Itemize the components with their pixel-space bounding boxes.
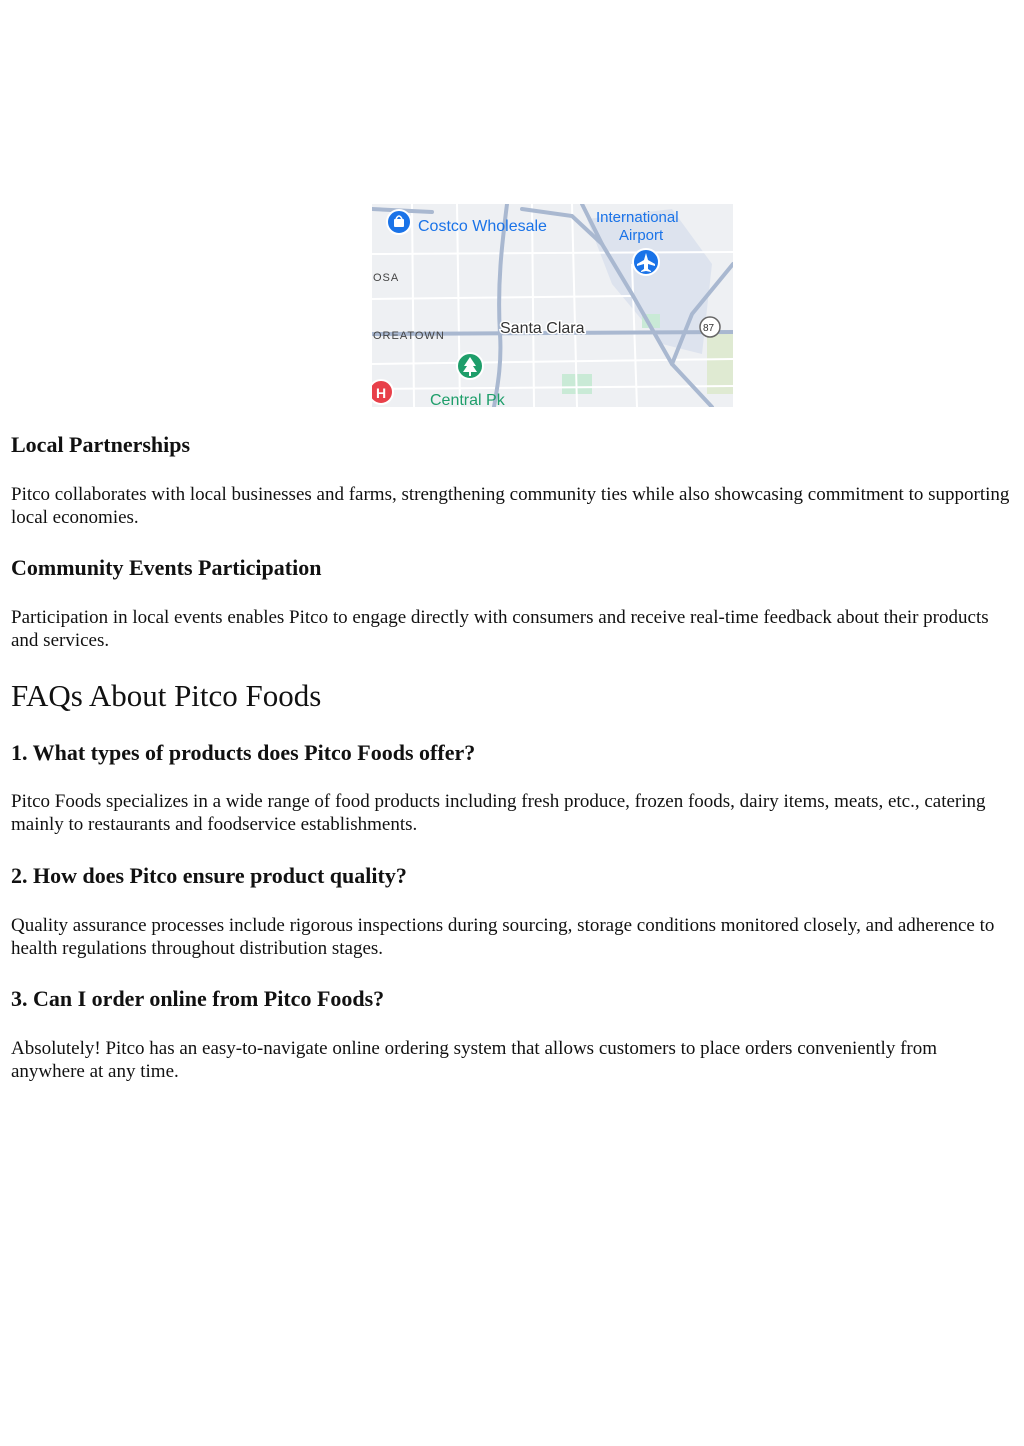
faq-question-3: 3. Can I order online from Pitco Foods?: [11, 986, 385, 1011]
route-shield-icon: [700, 317, 720, 337]
hospital-pin-icon: [372, 380, 393, 404]
svg-text:H: H: [376, 385, 387, 401]
section-body-community-events: Participation in local events enables Pitco to engage directly with consumers and receive real-time feedback about their products and services.: [11, 607, 989, 651]
faq-question-2: 2. How does Pitco ensure product quality?: [11, 863, 407, 888]
park-pin-icon: [457, 353, 483, 379]
faq-answer-3: Absolutely! Pitco has an easy-to-navigate online ordering system that allows customers to place orders conveniently from anywhere at any time.: [11, 1038, 938, 1082]
section-body-local-partnerships: Pitco collaborates with local businesses and farms, strengthening community ties while also showcasing commitment to supporting local economies.: [11, 484, 1010, 528]
airport-pin-icon: [633, 249, 659, 275]
section-heading-local-partnerships: Local Partnerships: [11, 432, 191, 457]
map-label-central-park: Central Pk: [430, 392, 505, 407]
faq-answer-1: Pitco Foods specializes in a wide range of food products including fresh produce, frozen foods, dairy items, meats, etc., catering mainly to restaurants and foodservice establishments.: [11, 791, 986, 835]
faq-answer-2: Quality assurance processes include rigorous inspections during sourcing, storage conditions monitored closely, and adherence to health regulations throughout distribution stages.: [11, 915, 995, 959]
map-label-airport-1: International: [596, 209, 679, 226]
map-label-santa-clara: Santa Clara: [500, 320, 585, 337]
map-label-osa: OSA: [373, 272, 400, 284]
location-map[interactable]: [372, 204, 733, 407]
park-area: [707, 334, 733, 394]
faq-title: FAQs About Pitco Foods: [11, 678, 322, 713]
shopping-pin-icon: [387, 210, 411, 234]
section-heading-community-events: Community Events Participation: [11, 555, 322, 580]
map-label-koreatown: OREATOWN: [373, 330, 445, 342]
map-label-costco: Costco Wholesale: [418, 218, 547, 235]
faq-question-1: 1. What types of products does Pitco Foods offer?: [11, 740, 476, 765]
svg-text:87: 87: [703, 323, 715, 334]
map-label-airport-2: Airport: [619, 227, 664, 244]
